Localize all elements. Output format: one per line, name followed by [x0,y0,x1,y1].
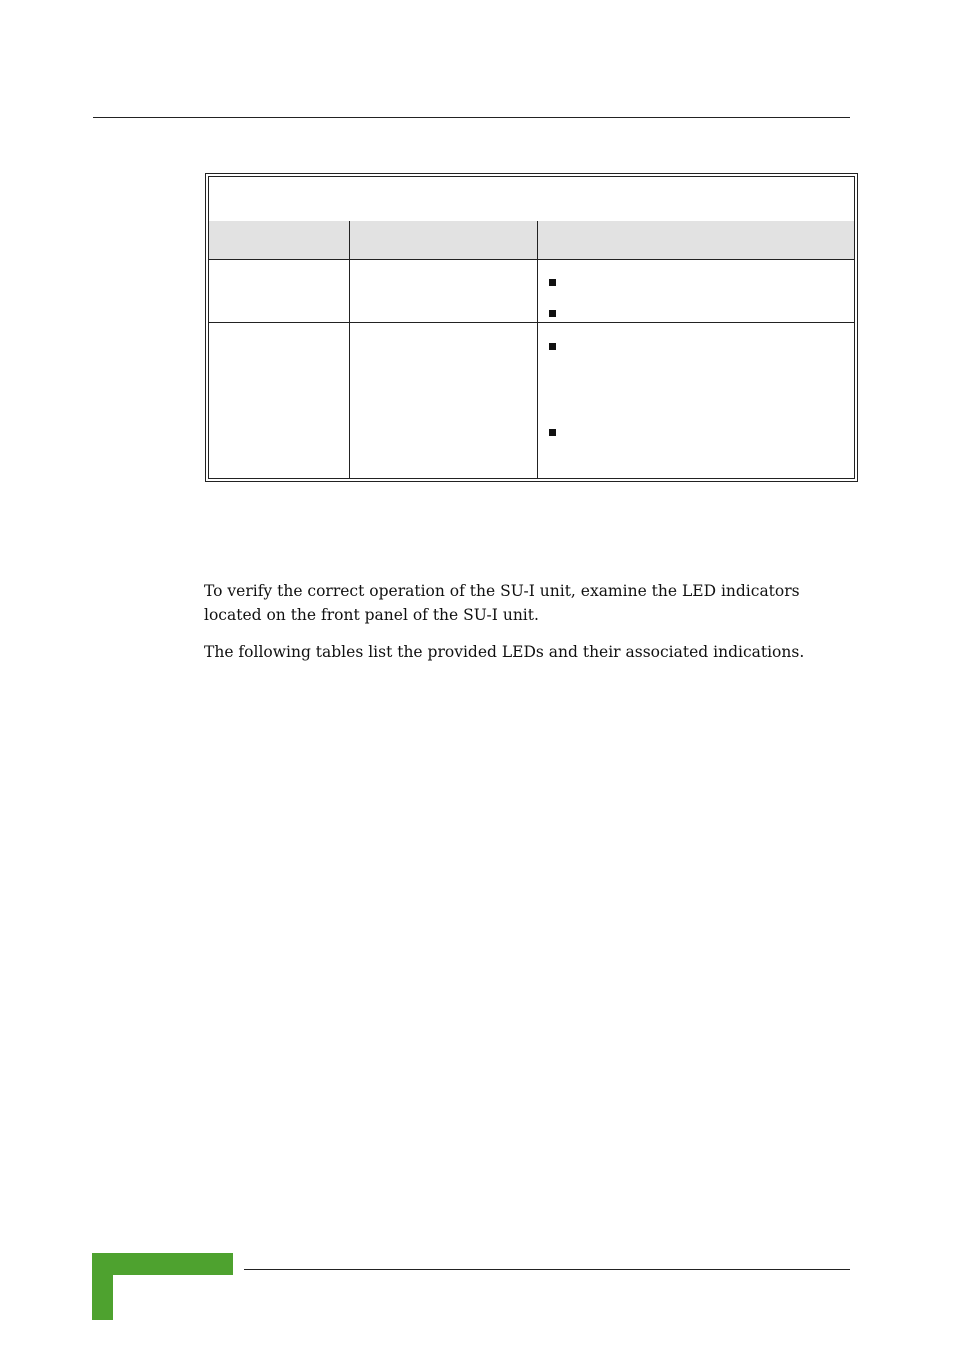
square-bullet-icon [549,310,556,317]
table-caption [209,177,854,222]
footer-rule [244,1269,850,1270]
square-bullet-icon [549,279,556,286]
body-paragraph: The following tables list the provided LEDs and their associated indications. [204,643,805,661]
square-bullet-icon [549,429,556,436]
table-row [209,323,854,478]
column-divider [537,221,538,478]
led-table-inner [208,176,855,479]
square-bullet-icon [549,343,556,350]
table-header-row [209,221,854,260]
header-rule [93,117,850,118]
column-divider [349,221,350,478]
body-paragraph: To verify the correct operation of the SU-I unit, examine the LED indicators located on the front panel of the SU-I unit. [204,582,800,624]
corner-accent-bar [92,1253,113,1320]
corner-accent-bar [92,1253,233,1275]
led-table [205,173,858,482]
table-row [209,260,854,323]
